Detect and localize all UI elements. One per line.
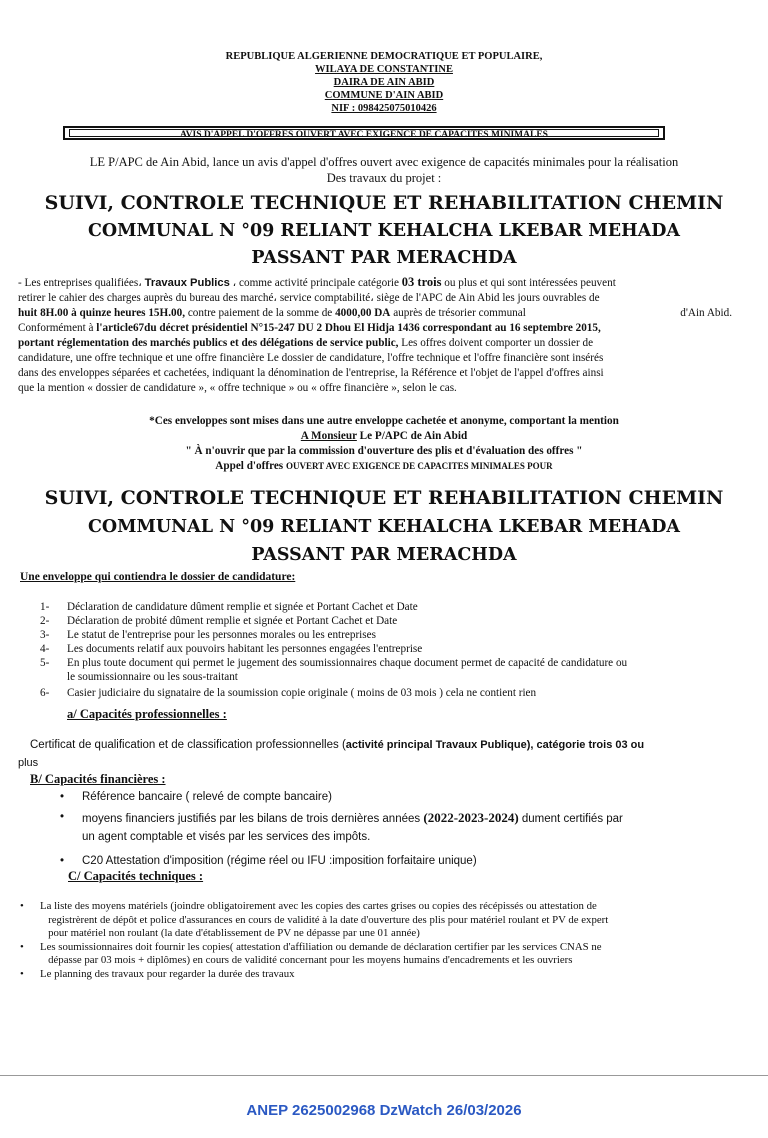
avis-title: AVIS D'APPEL D'OFFRES OUVERT AVEC EXIGENCE DE CAPACITES MINIMALES <box>69 129 659 137</box>
project-title-line-1: SUIVI, CONTROLE TECHNIQUE ET REHABILITATION CHEMIN <box>44 192 724 214</box>
list-item: • Le planning des travaux pour regarder la durée des travaux <box>20 967 295 980</box>
intro-line-1: LE P/APC de Ain Abid, lance un avis d'appel d'offres ouvert avec exigence de capacités minimales pour la réalisation <box>89 155 679 169</box>
header-commune: COMMUNE D'AIN ABID <box>324 90 444 101</box>
financieres-heading: B/ Capacités financières : <box>30 772 166 786</box>
envelope-line-2: A Monsieur Le P/APC de Ain Abid <box>300 430 468 442</box>
list-item: 3- Le statut de l'entreprise pour les personnes morales ou les entreprises <box>40 629 376 641</box>
list-item: le soumissionnaire ou les sous-traitant <box>67 671 238 683</box>
project-title-repeat-line-1: SUIVI, CONTROLE TECHNIQUE ET REHABILITATION CHEMIN <box>44 487 724 509</box>
techniques-list <box>20 900 750 981</box>
body-paragraph: - Les entreprises qualifiées، Travaux Publics ، comme activité principale catégorie 03 trois ou plus et qui sont intéressées peuvent retirer le cahier des charges auprès du bureau des marché، service comptabilité، siège de l'APC de Ain Abid les jours ouvrables de huit 8H.00 à quinze heures 15H.00, contre paiement de la somme de 4000,00 DA auprès de trésorier communal d'Ain Abid. Conformément à l'article67du décret présidentiel N°15-247 DU 2 Dhou El Hidja 1436 correspondant au 16 septembre 2015, portant réglementation des marchés publics et des délégations de service public, Les offres doivent comporter un dossier de candidature, une offre technique et une offre financière Le dossier de candidature, l'offre technique et l'offre financière sont insérés dans des enveloppes séparées et cachetées, indiquant la dénomination de l'entreprise, la Référence et l'objet de l'appel d'offres ainsi que la mention « dossier de candidature », « offre technique » ou « offre financière », selon le cas. <box>18 275 732 394</box>
header-nif: NIF : 098425075010426 <box>331 103 437 114</box>
project-title-repeat-line-3: PASSANT PAR MERACHDA <box>251 545 517 565</box>
list-item: • C20 Attestation d'imposition (régime réel ou IFU :imposition forfaitaire unique) <box>60 855 477 867</box>
project-title-line-3: PASSANT PAR MERACHDA <box>251 248 517 268</box>
list-item: 4- Les documents relatif aux pouvoirs habitant les personnes engagées l'entreprise <box>40 643 423 655</box>
project-title-repeat-line-2: COMMUNAL N °09 RELIANT KEHALCHA LKEBAR MEHADA <box>87 517 681 537</box>
list-item-cont: un agent comptable et visés par les services des impôts. <box>82 831 371 843</box>
list-item: • Référence bancaire ( relevé de compte bancaire) <box>60 791 332 803</box>
envelope-line-1: *Ces enveloppes sont mises dans une autre enveloppe cachetée et anonyme, comportant la mention <box>149 415 619 427</box>
professionnelles-text-cont: plus <box>18 757 39 769</box>
list-item: • Les soumissionnaires doit fournir les copies( attestation d'affiliation ou demande de déclaration certifier par les services CNAS ne dépasse par 03 mois + diplômes) en cours de validité concernant pour les moyens humains d'encadrements et les ouvriers <box>20 940 602 966</box>
list-item: 1- Déclaration de candidature dûment remplie et signée et Portant Cachet et Date <box>40 601 418 613</box>
header-republique: REPUBLIQUE ALGERIENNE DEMOCRATIQUE ET POPULAIRE, <box>225 51 543 62</box>
envelope-line-3: " À n'ouvrir que par la commission d'ouverture des plis et d'évaluation des offres " <box>185 445 583 457</box>
list-item: • La liste des moyens matériels (joindre obligatoirement avec les copies des cartes grises ou copies des récépissés ou attestation de registrèrent de dépôt et police d'assurances en cours de validité à la date d'ouverture des plis pour matériel roulant et PV de expert pour matériel non roulant (la date d'établissement de PV ne dépasse par une 01 année) <box>20 900 609 939</box>
divider <box>0 1075 768 1076</box>
header-daira: DAIRA DE AIN ABID <box>333 77 435 88</box>
list-item: 6- Casier judiciaire du signataire de la soumission copie originale ( moins de 03 mois ) cela ne contient rien <box>40 687 537 699</box>
financieres-list <box>60 789 750 873</box>
footer-reference: ANEP 2625002968 DzWatch 26/03/2026 <box>246 1102 522 1119</box>
avis-title-box <box>63 126 665 140</box>
intro-line-2: Des travaux du projet : <box>326 171 442 185</box>
project-title-line-2: COMMUNAL N °09 RELIANT KEHALCHA LKEBAR MEHADA <box>87 221 681 241</box>
list-item: 2- Déclaration de probité dûment remplie et signée et Portant Cachet et Date <box>40 615 398 627</box>
candidature-list <box>40 600 740 700</box>
professionnelles-heading: a/ Capacités professionnelles : <box>67 707 227 721</box>
envelope-line-4: Appel d'offres OUVERT AVEC EXIGENCE DE CAPACITES MINIMALES POUR <box>215 460 553 472</box>
header-wilaya: WILAYA DE CONSTANTINE <box>315 64 453 75</box>
list-item: 5- En plus toute document qui permet le jugement des soumissionnaires chaque document permet de capacité de candidature ou <box>40 657 628 669</box>
techniques-heading: C/ Capacités techniques : <box>68 869 204 883</box>
list-item: • moyens financiers justifiés par les bilans de trois dernières années (2022-2023-2024) dument certifiés par <box>60 810 623 825</box>
professionnelles-text: Certificat de qualification et de classification professionnelles (activité principal Travaux Publique), catégorie trois 03 ou <box>30 739 645 751</box>
candidature-heading: Une enveloppe qui contiendra le dossier de candidature: <box>20 571 296 583</box>
